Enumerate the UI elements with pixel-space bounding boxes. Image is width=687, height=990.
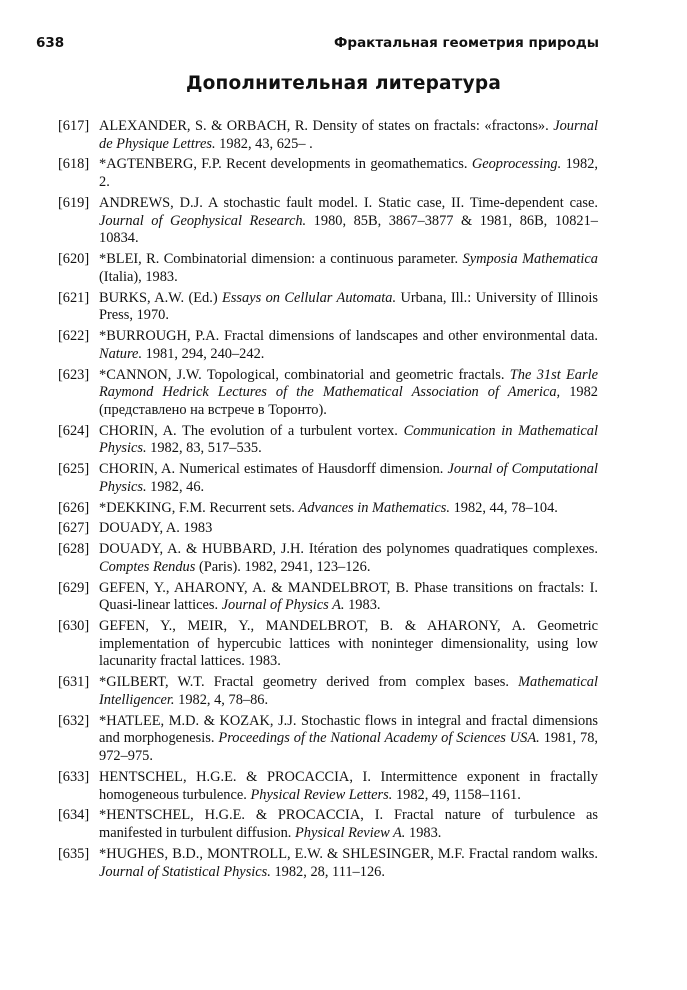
reference-text: BURKS, A.W. (Ed.): [99, 289, 223, 306]
reference-text: *AGTENBERG, F.P. Recent developments in geomathematics.: [99, 156, 472, 173]
reference-details: (Italia), 1983.: [99, 268, 178, 285]
page-number: 638: [36, 35, 65, 51]
reference-number: [617]: [58, 118, 90, 134]
reference-journal: Geoprocessing.: [471, 156, 562, 173]
reference-details: 1982, 28, 111–126.: [270, 863, 385, 880]
reference-details: 1982, 46.: [146, 478, 205, 495]
reference-journal: Proceedings of the National Academy of Sciences USA.: [218, 730, 540, 747]
reference-text: ALEXANDER, S. & ORBACH, R. Density of states on fractals: «fractons».: [99, 118, 554, 134]
reference-item: [58, 461, 598, 496]
reference-item: [58, 674, 598, 709]
reference-item: [58, 423, 598, 458]
reference-details: 1982, 4, 78–86.: [174, 691, 269, 708]
reference-item: [58, 156, 598, 191]
reference-journal: Comptes Rendus: [99, 558, 196, 575]
reference-list: [58, 118, 598, 884]
reference-details: 1982, 44, 78–104.: [449, 499, 558, 516]
reference-item: [58, 328, 598, 363]
reference-number: [623]: [58, 366, 90, 383]
reference-journal: Mathematical Intelligencer.: [99, 674, 598, 708]
reference-number: [621]: [58, 289, 90, 306]
reference-number: [620]: [58, 251, 90, 268]
reference-journal: Journal de Physique Lettres.: [99, 118, 598, 152]
reference-number: [629]: [58, 579, 90, 596]
reference-item: [58, 713, 598, 766]
reference-number: [622]: [58, 328, 90, 345]
reference-item: [58, 195, 598, 248]
reference-details: (Paris). 1982, 2941, 123–126.: [195, 558, 371, 575]
reference-item: [58, 367, 598, 420]
reference-journal: Advances in Mathematics.: [298, 499, 450, 516]
reference-text: DOUADY, A. & HUBBARD, J.H. Itération des polynomes quadratiques complexes.: [99, 541, 598, 558]
reference-item: [58, 846, 598, 881]
reference-text: *BLEI, R. Combinatorial dimension: a continuous parameter.: [99, 251, 463, 268]
reference-text: DOUADY, A. 1983: [99, 520, 213, 537]
section-title: Дополнительная литература: [185, 73, 502, 94]
reference-details: 1983.: [405, 825, 442, 842]
reference-number: [627]: [58, 520, 90, 537]
reference-journal: The 31st Earle Raymond Hedrick Lectures of the Mathematical Association of America,: [99, 366, 598, 401]
reference-number: [626]: [58, 499, 90, 516]
reference-text: GEFEN, Y., MEIR, Y., MANDELBROT, B. & AHARONY, A. Geometric implementation of hypercubic lattices with noninteger dimensionality, using low lacunarity fractal lattices. 1983.: [99, 618, 598, 670]
reference-text: *GILBERT, W.T. Fractal geometry derived from complex bases.: [99, 674, 519, 691]
reference-text: *HUGHES, B.D., MONTROLL, E.W. & SHLESINGER, M.F. Fractal random walks.: [99, 845, 598, 862]
reference-item: [58, 541, 598, 576]
reference-journal: Physical Review A.: [294, 825, 406, 842]
reference-details: 1982, 2.: [99, 156, 598, 191]
reference-number: [633]: [58, 768, 90, 785]
reference-journal: Essays on Cellular Automata.: [222, 289, 397, 306]
reference-journal: Journal of Geophysical Research.: [99, 212, 307, 229]
reference-text: ANDREWS, D.J. A stochastic fault model. I. Static case, II. Time-dependent case.: [99, 194, 598, 211]
reference-item: [58, 520, 598, 538]
reference-details: 1982 (представлено на встрече в Торонто).: [99, 384, 598, 418]
reference-text: CHORIN, A. The evolution of a turbulent vortex.: [99, 422, 404, 439]
reference-text: *CANNON, J.W. Topological, combinatorial and geometric fractals.: [99, 366, 510, 383]
reference-item: [58, 290, 598, 325]
reference-journal: Journal of Physics A.: [221, 597, 345, 614]
reference-details: 1982, 49, 1158–1161.: [392, 786, 521, 803]
running-header: [36, 35, 599, 51]
reference-number: [634]: [58, 807, 90, 824]
reference-journal: Symposia Mathematica: [462, 251, 598, 268]
reference-text: *HATLEE, M.D. & KOZAK, J.J. Stochastic flows in integral and fractal dimensions and morphogenesis.: [99, 712, 598, 747]
reference-number: [635]: [58, 845, 90, 862]
reference-details: 1982, 43, 625– .: [215, 135, 313, 152]
reference-text: *HENTSCHEL, H.G.E. & PROCACCIA, I. Fractal nature of turbulence as manifested in turbulent diffusion.: [99, 807, 598, 842]
reference-item: [58, 618, 598, 671]
reference-item: [58, 118, 598, 153]
reference-item: [58, 580, 598, 615]
running-title: Фрактальная геометрия природы: [334, 35, 599, 51]
reference-journal: Journal of Statistical Physics.: [99, 863, 271, 880]
reference-journal: Physical Review Letters.: [250, 786, 393, 803]
reference-details: 1983.: [344, 597, 381, 614]
reference-journal: Journal of Computational Physics.: [99, 461, 598, 495]
reference-text: CHORIN, A. Numerical estimates of Hausdorff dimension.: [99, 461, 448, 478]
reference-number: [624]: [58, 422, 90, 439]
reference-item: [58, 500, 598, 518]
reference-item: [58, 807, 598, 842]
reference-number: [625]: [58, 461, 90, 478]
reference-item: [58, 251, 598, 286]
reference-number: [618]: [58, 156, 90, 173]
reference-text: HENTSCHEL, H.G.E. & PROCACCIA, I. Intermittence exponent in fractally homogeneous turbulence.: [99, 768, 598, 803]
reference-number: [630]: [58, 618, 90, 635]
reference-text: *DEKKING, F.M. Recurrent sets.: [99, 499, 299, 516]
reference-number: [632]: [58, 712, 90, 729]
reference-details: 1982, 83, 517–535.: [146, 440, 262, 457]
reference-item: [58, 769, 598, 804]
reference-number: [619]: [58, 194, 90, 211]
reference-journal: Nature.: [99, 345, 143, 362]
reference-details: 1981, 294, 240–242.: [142, 345, 265, 362]
reference-number: [631]: [58, 674, 90, 691]
reference-text: *BURROUGH, P.A. Fractal dimensions of landscapes and other environmental data.: [99, 328, 598, 345]
reference-number: [628]: [58, 541, 90, 558]
reference-journal: Communication in Mathematical Physics.: [99, 422, 598, 457]
reference-text: GEFEN, Y., AHARONY, A. & MANDELBROT, B. Phase transitions on fractals: I. Quasi-linear lattices.: [99, 579, 598, 614]
reference-details: 1980, 85B, 3867–3877 & 1981, 86B, 10821–10834.: [99, 212, 598, 247]
reference-details: 1981, 78, 972–975.: [99, 730, 599, 765]
reference-details: Urbana, Ill.: University of Illinois Press, 1970.: [99, 289, 598, 324]
